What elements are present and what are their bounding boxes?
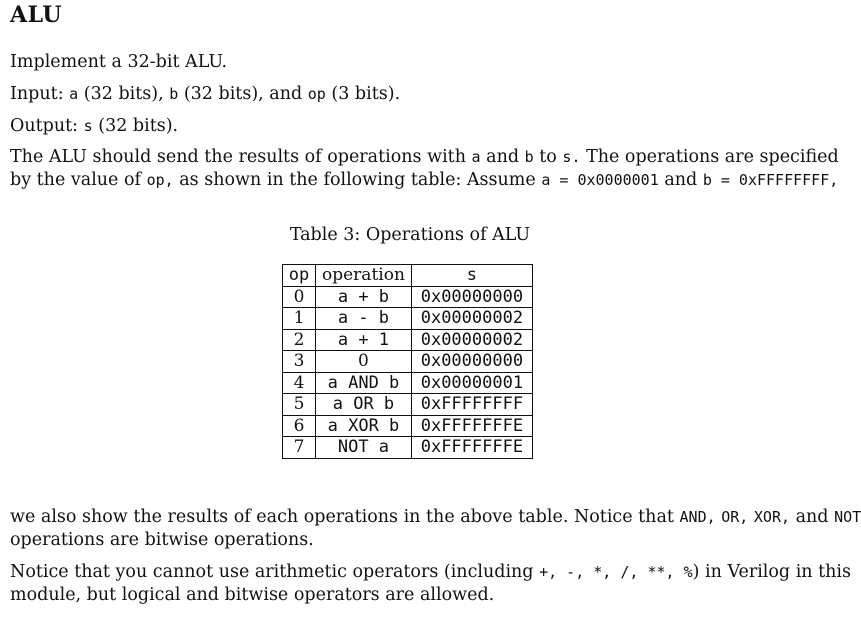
description-text: The operations are specified <box>586 147 839 167</box>
output-var-s: s <box>83 117 93 135</box>
cell-op: 5 <box>283 394 316 416</box>
table-row <box>283 329 533 351</box>
note-line-2: module, but logical and bitwise operators are allowed. <box>10 585 495 605</box>
table-row <box>283 308 533 330</box>
cell-operation: 0 <box>316 351 412 373</box>
output-label: Output: <box>10 116 79 136</box>
intro-paragraph: Implement a 32-bit ALU. <box>10 52 228 72</box>
output-paragraph <box>10 115 822 138</box>
note-line-1 <box>10 561 852 584</box>
cell-s: 0x00000002 <box>411 308 532 330</box>
results-line-1 <box>10 506 861 529</box>
cell-op: 3 <box>283 351 316 373</box>
section-title: ALU <box>10 2 63 28</box>
description-text: and <box>486 147 520 167</box>
cell-operation: a - b <box>316 308 412 330</box>
table-row <box>283 437 533 459</box>
cell-operation: NOT a <box>316 437 412 459</box>
table-row <box>283 415 533 437</box>
table-row <box>283 351 533 373</box>
input-label: Input: <box>10 84 64 104</box>
cell-s: 0x00000000 <box>411 351 532 373</box>
table-row <box>283 372 533 394</box>
description-assign-b: b = 0xFFFFFFFF, <box>702 171 839 189</box>
header-operation: operation <box>316 265 412 287</box>
cell-op: 0 <box>283 286 316 308</box>
results-line-2: operations are bitwise operations. <box>10 530 314 550</box>
description-text: to <box>539 147 557 167</box>
header-op: op <box>283 265 316 287</box>
results-paragraph <box>10 506 861 552</box>
keyword-not: NOT <box>834 508 861 526</box>
input-a-desc: (32 bits), <box>83 84 164 104</box>
table-caption: Table 3: Operations of ALU <box>289 225 531 245</box>
input-b-desc: (32 bits), and <box>183 84 303 104</box>
description-var-op: op, <box>146 171 174 189</box>
description-line-2 <box>10 169 839 192</box>
description-paragraph <box>10 146 839 192</box>
cell-s: 0xFFFFFFFE <box>411 415 532 437</box>
description-var-s: s. <box>562 148 581 166</box>
input-paragraph <box>10 83 822 106</box>
cell-s: 0x00000001 <box>411 372 532 394</box>
input-op-desc: (3 bits). <box>331 84 401 104</box>
cell-op: 7 <box>283 437 316 459</box>
cell-s: 0xFFFFFFFF <box>411 394 532 416</box>
note-paragraph <box>10 561 852 607</box>
description-assign-a: a = 0x0000001 <box>541 171 659 189</box>
description-var-b: b <box>524 148 534 166</box>
cell-s: 0x00000000 <box>411 286 532 308</box>
description-text: The ALU should send the results of operations with <box>10 147 466 167</box>
input-var-b: b <box>169 85 179 103</box>
description-line-1 <box>10 146 839 169</box>
input-var-op: op <box>307 85 326 103</box>
operations-table <box>282 264 533 459</box>
input-var-a: a <box>69 85 79 103</box>
note-operators: +, -, *, /, **, % <box>539 563 693 581</box>
results-text: we also show the results of each operations in the above table. Notice that <box>10 507 674 527</box>
cell-s: 0xFFFFFFFE <box>411 437 532 459</box>
description-text: as shown in the following table: Assume <box>179 170 536 190</box>
description-var-a: a <box>471 148 481 166</box>
note-text: Notice that you cannot use arithmetic operators (including <box>10 562 534 582</box>
cell-operation: a XOR b <box>316 415 412 437</box>
cell-op: 1 <box>283 308 316 330</box>
cell-operation: a + 1 <box>316 329 412 351</box>
description-text: and <box>664 170 698 190</box>
note-text: ) in Verilog in this <box>692 562 852 582</box>
header-s: s <box>411 265 532 287</box>
results-text: and <box>795 507 829 527</box>
table-row <box>283 394 533 416</box>
description-text: by the value of <box>10 170 141 190</box>
output-s-desc: (32 bits). <box>98 116 179 136</box>
cell-op: 6 <box>283 415 316 437</box>
keyword-and: AND, <box>679 508 716 526</box>
table-header-row <box>283 265 533 287</box>
cell-op: 2 <box>283 329 316 351</box>
cell-operation: a + b <box>316 286 412 308</box>
keyword-xor: XOR, <box>753 508 791 526</box>
cell-operation: a AND b <box>316 372 412 394</box>
cell-s: 0x00000002 <box>411 329 532 351</box>
keyword-or: OR, <box>721 508 749 526</box>
cell-operation: a OR b <box>316 394 412 416</box>
cell-op: 4 <box>283 372 316 394</box>
table-row <box>283 286 533 308</box>
